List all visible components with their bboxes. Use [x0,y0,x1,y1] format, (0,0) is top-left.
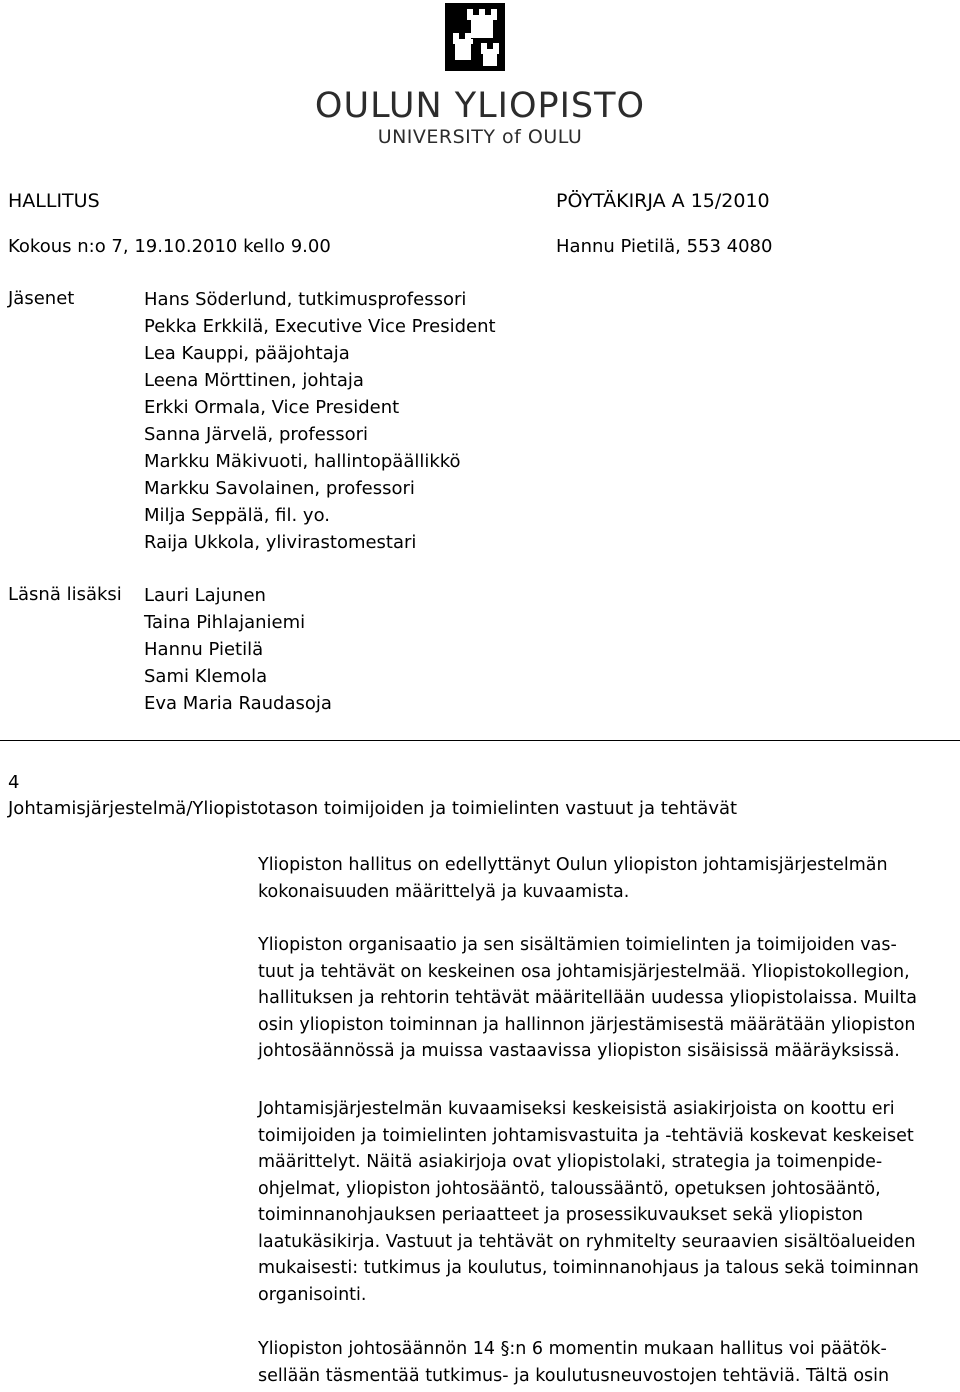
section-title: Johtamisjärjestelmä/Yliopistotason toimijoiden ja toimielinten vastuut ja tehtävät [8,798,738,819]
university-logo-icon [445,3,505,71]
organ-name: HALLITUS [8,190,100,212]
paragraph-line: laatukäsikirja. Vastuut ja tehtävät on ryhmitelty seuraavien sisältöalueiden [258,1231,916,1252]
paragraph [258,932,958,1065]
list-item: Lea Kauppi, pääjohtaja [144,343,350,364]
list-item: Markku Savolainen, professori [144,478,415,499]
paragraph-line: Yliopiston johtosäännön 14 §:n 6 momentin mukaan hallitus voi päätök- [258,1339,887,1359]
paragraph-line: toimijoiden ja toimielinten johtamisvastuita ja -tehtäviä koskevat keskeiset [258,1125,914,1146]
list-item: Hannu Pietilä [144,639,264,660]
list-item: Pekka Erkkilä, Executive Vice President [144,316,496,337]
list-item: Sanna Järvelä, professori [144,424,368,445]
list-item: Raija Ukkola, ylivirastomestari [144,532,417,553]
meeting-info: Kokous n:o 7, 19.10.2010 kello 9.00 [8,236,331,257]
contact-info: Hannu Pietilä, 553 4080 [556,236,773,257]
paragraph-line: ohjelmat, yliopiston johtosääntö, taloussääntö, opetuksen johtosääntö, [258,1178,881,1199]
logo-subtitle: UNIVERSITY of OULU [377,126,583,148]
paragraph-line: hallituksen ja rehtorin tehtävät määritellään uudessa yliopistolaissa. Muilta [258,988,917,1008]
list-item: Eva Maria Raudasoja [144,693,332,714]
list-item: Lauri Lajunen [144,585,266,606]
list-item: Erkki Ormala, Vice President [144,397,400,418]
paragraph-line: johtosäännössä ja muissa vastaavissa yliopiston sisäisissä määräyksissä. [258,1041,900,1061]
section-number: 4 [8,772,20,793]
list-item: Hans Söderlund, tutkimusprofessori [144,289,467,310]
paragraph [258,1336,958,1389]
members-label: Jäsenet [8,288,75,309]
logo-wordmark: OULUN YLIOPISTO [314,86,646,126]
paragraph-line: sellään täsmentää tutkimus- ja koulutusneuvostojen tehtäviä. Tältä osin [258,1365,890,1386]
document-id: PÖYTÄKIRJA A 15/2010 [556,190,770,212]
paragraph-line: osin yliopiston toiminnan ja hallinnon järjestämisestä määrätään yliopiston [258,1014,916,1035]
paragraph-line: toiminnanohjauksen periaatteet ja prosessikuvaukset sekä yliopiston [258,1205,864,1225]
paragraph-line: kokonaisuuden määrittelyä ja kuvaamista. [258,881,630,902]
list-item: Markku Mäkivuoti, hallintopäällikkö [144,451,461,472]
paragraph-line: Yliopiston hallitus on edellyttänyt Oulun yliopiston johtamisjärjestelmän [258,855,888,875]
paragraph-line: Yliopiston organisaatio ja sen sisältämien toimielinten ja toimijoiden vas- [258,935,897,955]
list-item: Leena Mörttinen, johtaja [144,370,364,391]
list-item: Sami Klemola [144,666,268,687]
paragraph [258,852,958,905]
list-item: Milja Seppälä, fil. yo. [144,505,330,526]
paragraph-line: tuut ja tehtävät on keskeinen osa johtamisjärjestelmää. Yliopistokollegion, [258,961,910,982]
list-item: Taina Pihlajaniemi [144,612,306,633]
paragraph [258,1096,958,1308]
members-list [144,286,496,556]
divider [0,740,960,741]
paragraph-line: mukaisesti: tutkimus ja koulutus, toiminnanohjaus ja talous sekä toiminnan [258,1258,919,1278]
paragraph-line: organisointi. [258,1284,367,1305]
present-label: Läsnä lisäksi [8,584,122,605]
paragraph-line: Johtamisjärjestelmän kuvaamiseksi keskeisistä asiakirjoista on koottu eri [258,1099,895,1119]
present-list [144,582,332,717]
paragraph-line: määrittelyt. Näitä asiakirjoja ovat yliopistolaki, strategia ja toimenpide- [258,1152,883,1172]
